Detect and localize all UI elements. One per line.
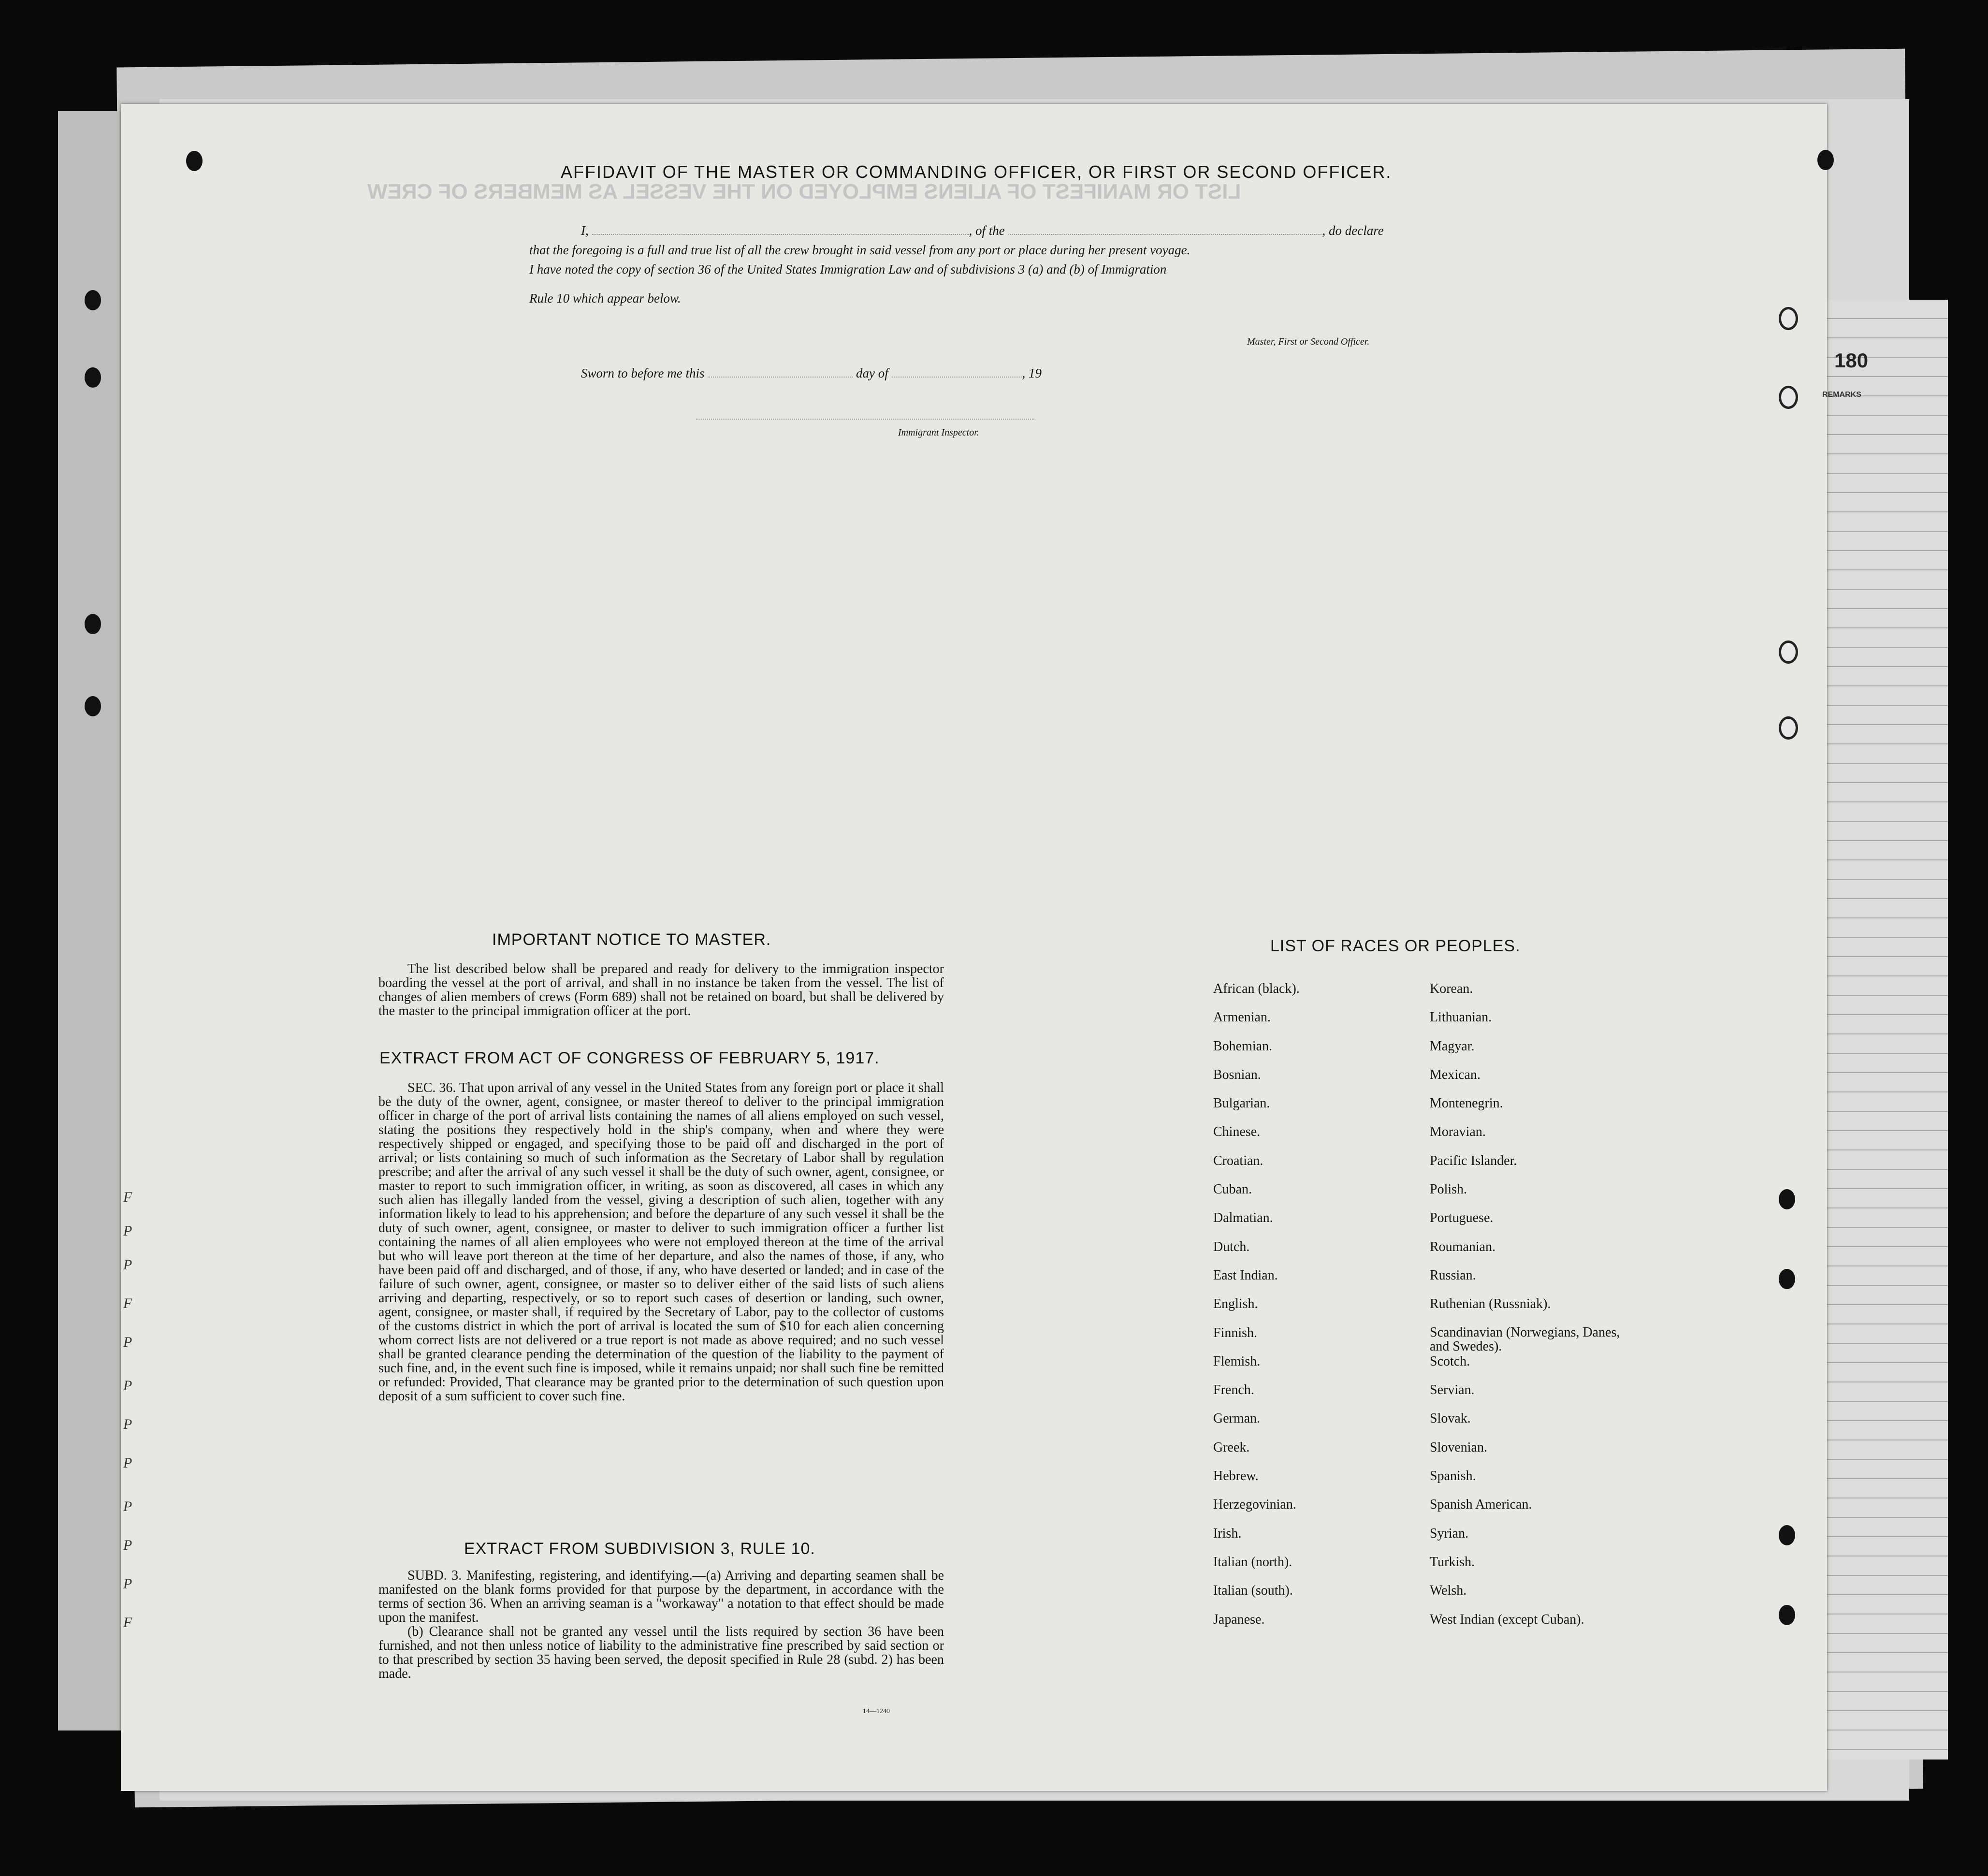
punch-hole	[85, 614, 101, 634]
race-item: Lithuanian.	[1430, 1010, 1492, 1025]
punch-hole	[85, 367, 101, 388]
race-item: Italian (south).	[1213, 1583, 1293, 1599]
notice-heading: IMPORTANT NOTICE TO MASTER.	[492, 931, 771, 949]
punch-hole	[1817, 150, 1834, 170]
rule-text-b: (b) Clearance shall not be granted any vessel until the lists required by section 36 have been furnished, and not then unless notice of liability to the administrative fine prescribed by said section or to that prescribed by section 35 having been served, the deposit specified in Rule 28 (subd. 2) has been made.	[378, 1624, 944, 1681]
race-item: French.	[1213, 1382, 1254, 1398]
race-item: Ruthenian (Russniak).	[1430, 1296, 1551, 1312]
act-text: SEC. 36. That upon arrival of any vessel in the United States from any foreign port or place it shall be the duty of the owner, agent, consignee, or master thereof to deliver to the principal immigration officer in charge of the port of arrival lists containing the names of all aliens employed on such vessel, stating the positions they respectively hold in the ship's company, when and where they were respectively shipped or engaged, and specifying those to be paid off and discharged in the port of arrival; or lists containing so much of such information as the Secretary of Labor shall by regulation prescribe; and after the arrival of any such vessel it shall be the duty of such owner, agent, consignee, or master to report to such immigration officer, in writing, as soon as discovered, all cases in which any such alien has illegally landed from the vessel, giving a description of such alien, together with any information likely to lead to his apprehension; and before the departure of any such vessel it shall be the duty of such owner, agent, consignee, or master to deliver to such immigration officer a further list containing the names of all alien employees who were not employed thereon at the time of the arrival but who will leave port thereon at the time of her departure, and also the names of those, if any, who have been paid off and discharged, and of those, if any, who have deserted or landed; and in case of the failure of such owner, agent, consignee, or master so to deliver either of the said lists of such aliens arriving and departing, respectively, or so to report such cases of desertion or landing, such owner, agent, consignee, or master shall, if required by the Secretary of Labor, pay to the collector of customs of the customs district in which the port of arrival is located the sum of $10 for each alien concerning whom correct lists are not delivered or a true report is not made as above required; and no such vessel shall be granted clearance pending the determination of the question of the liability to the payment of such fine, and, in the event such fine is imposed, while it remains unpaid; nor shall such fine be remitted or refunded: Provided, That clearance may be granted prior to the determination of such question upon deposit of a sum sufficient to cover such fine.	[378, 1080, 944, 1404]
month-blank[interactable]	[892, 376, 1022, 378]
race-item: German.	[1213, 1411, 1261, 1426]
race-item: Irish.	[1213, 1526, 1242, 1541]
race-item: Croatian.	[1213, 1153, 1263, 1168]
vessel-blank[interactable]	[1008, 233, 1322, 235]
punch-hole	[1779, 307, 1798, 330]
race-item: Montenegrin.	[1430, 1096, 1503, 1111]
punch-hole	[85, 696, 101, 716]
punch-hole	[1779, 1189, 1795, 1209]
race-item: Pacific Islander.	[1430, 1153, 1517, 1168]
race-item: Slovak.	[1430, 1411, 1471, 1426]
race-item: Armenian.	[1213, 1010, 1271, 1025]
left-edge-strip	[58, 111, 121, 1731]
affidavit-line-4: Rule 10 which appear below.	[529, 291, 681, 305]
race-item: Spanish American.	[1430, 1497, 1532, 1512]
race-item: Slovenian.	[1430, 1440, 1487, 1455]
punch-hole	[1779, 716, 1798, 740]
margin-mark: F	[123, 1614, 132, 1630]
margin-mark: P	[123, 1223, 132, 1239]
race-item: Italian (north).	[1213, 1554, 1292, 1570]
race-item: Bulgarian.	[1213, 1096, 1270, 1111]
race-item: Finnish.	[1213, 1325, 1258, 1340]
margin-mark: F	[123, 1295, 132, 1311]
race-item: Japanese.	[1213, 1612, 1265, 1627]
act-heading: EXTRACT FROM ACT OF CONGRESS OF FEBRUARY 5, 1917.	[379, 1049, 880, 1067]
affidavit-line-2: that the foregoing is a full and true list of all the crew brought in said vessel from any port or place during her present voyage.	[529, 243, 1190, 257]
race-item: Magyar.	[1430, 1038, 1475, 1054]
race-item: East Indian.	[1213, 1267, 1278, 1283]
day-of-label: day of	[856, 366, 888, 380]
race-item: English.	[1213, 1296, 1258, 1312]
race-item: African (black).	[1213, 981, 1300, 996]
margin-mark: P	[123, 1537, 132, 1553]
act-body	[378, 1081, 944, 1403]
punch-hole	[1779, 640, 1798, 664]
race-item: Russian.	[1430, 1267, 1476, 1283]
race-item: Welsh.	[1430, 1583, 1467, 1599]
punch-hole	[1779, 386, 1798, 409]
margin-mark: P	[123, 1334, 132, 1350]
sworn-label: Sworn to before me this	[581, 366, 705, 380]
race-item: Scandinavian (Norwegians, Danes, and Swedes).	[1430, 1324, 1620, 1354]
race-item: Korean.	[1430, 981, 1473, 996]
race-item: Bosnian.	[1213, 1067, 1261, 1082]
race-item: Chinese.	[1213, 1124, 1261, 1140]
remarks-label: REMARKS	[1822, 391, 1861, 399]
rule-text-a: SUBD. 3. Manifesting, registering, and identifying.—(a) Arriving and departing seamen shall be manifested on the blank forms provided for that purpose by the department, in accordance with the terms of section 36. When an arriving seaman is a "workaway" a notation to that effect should be made upon the manifest.	[378, 1568, 944, 1625]
race-item: Moravian.	[1430, 1124, 1486, 1140]
race-item: Hebrew.	[1213, 1469, 1259, 1484]
race-item: Spanish.	[1430, 1469, 1476, 1484]
race-item: Polish.	[1430, 1182, 1467, 1197]
margin-mark: P	[123, 1416, 132, 1432]
rule-heading: EXTRACT FROM SUBDIVISION 3, RULE 10.	[464, 1540, 815, 1558]
margin-mark: P	[123, 1498, 132, 1514]
margin-mark: P	[123, 1576, 132, 1592]
punch-hole	[1779, 1269, 1795, 1289]
notice-body	[378, 962, 944, 1018]
punch-hole	[1779, 1525, 1795, 1545]
race-item: Dalmatian.	[1213, 1210, 1273, 1226]
race-item: Greek.	[1213, 1440, 1250, 1455]
race-item: Cuban.	[1213, 1182, 1252, 1197]
race-item: Portuguese.	[1430, 1210, 1494, 1226]
rule-body	[378, 1569, 944, 1681]
margin-mark: P	[123, 1455, 132, 1471]
race-item: West Indian (except Cuban).	[1430, 1612, 1584, 1627]
i-label: I,	[581, 223, 589, 238]
race-item: Servian.	[1430, 1382, 1475, 1398]
race-item: Roumanian.	[1430, 1239, 1496, 1254]
day-blank[interactable]	[708, 376, 853, 378]
affidavit-line-1	[581, 223, 1384, 238]
race-item: Mexican.	[1430, 1067, 1480, 1082]
race-item: Dutch.	[1213, 1239, 1250, 1254]
margin-mark: P	[123, 1378, 132, 1394]
sworn-line	[581, 366, 1042, 381]
affidavit-line-3: I have noted the copy of section 36 of the United States Immigration Law and of subdivisions 3 (a) and (b) of Immigration	[529, 262, 1167, 276]
affidavit-title: AFFIDAVIT OF THE MASTER OR COMMANDING OFFICER, OR FIRST OR SECOND OFFICER.	[561, 162, 1392, 182]
margin-mark: P	[123, 1257, 132, 1273]
manifest-title-ghost: LIST OR MANIFEST OF ALIENS EMPLOYED ON THE VESSEL AS MEMBERS OF CREW	[367, 180, 1241, 204]
form-number: 14—1240	[863, 1708, 890, 1715]
inspector-signature-line[interactable]	[696, 419, 1034, 420]
year-label: , 19	[1022, 366, 1042, 380]
races-column-1	[1213, 981, 1300, 1641]
notice-text: The list described below shall be prepared and ready for delivery to the immigration inspector boarding the vessel at the port of arrival, and shall in no instance be taken from the vessel. The list of changes of alien members of crews (Form 689) shall not be retained on board, but shall be delivered by the master to the principal immigration officer at the port.	[378, 961, 944, 1018]
do-declare-label: , do declare	[1322, 223, 1384, 238]
races-heading: LIST OF RACES OR PEOPLES.	[1270, 937, 1521, 955]
punch-hole	[186, 151, 203, 171]
margin-mark: F	[123, 1189, 132, 1205]
races-column-2	[1430, 981, 1642, 1641]
master-caption: Master, First or Second Officer.	[1247, 336, 1370, 347]
of-the-label: , of the	[969, 223, 1005, 238]
race-item: Herzegovinian.	[1213, 1497, 1296, 1512]
name-blank[interactable]	[592, 233, 969, 235]
race-item: Bohemian.	[1213, 1038, 1273, 1054]
inspector-caption: Immigrant Inspector.	[898, 427, 979, 438]
race-item: Turkish.	[1430, 1554, 1475, 1570]
race-item: Scotch.	[1430, 1353, 1470, 1369]
punch-hole	[1779, 1605, 1795, 1625]
punch-hole	[85, 290, 101, 310]
sheet-number: 180	[1834, 349, 1869, 372]
race-item: Flemish.	[1213, 1353, 1261, 1369]
race-item: Syrian.	[1430, 1526, 1469, 1541]
